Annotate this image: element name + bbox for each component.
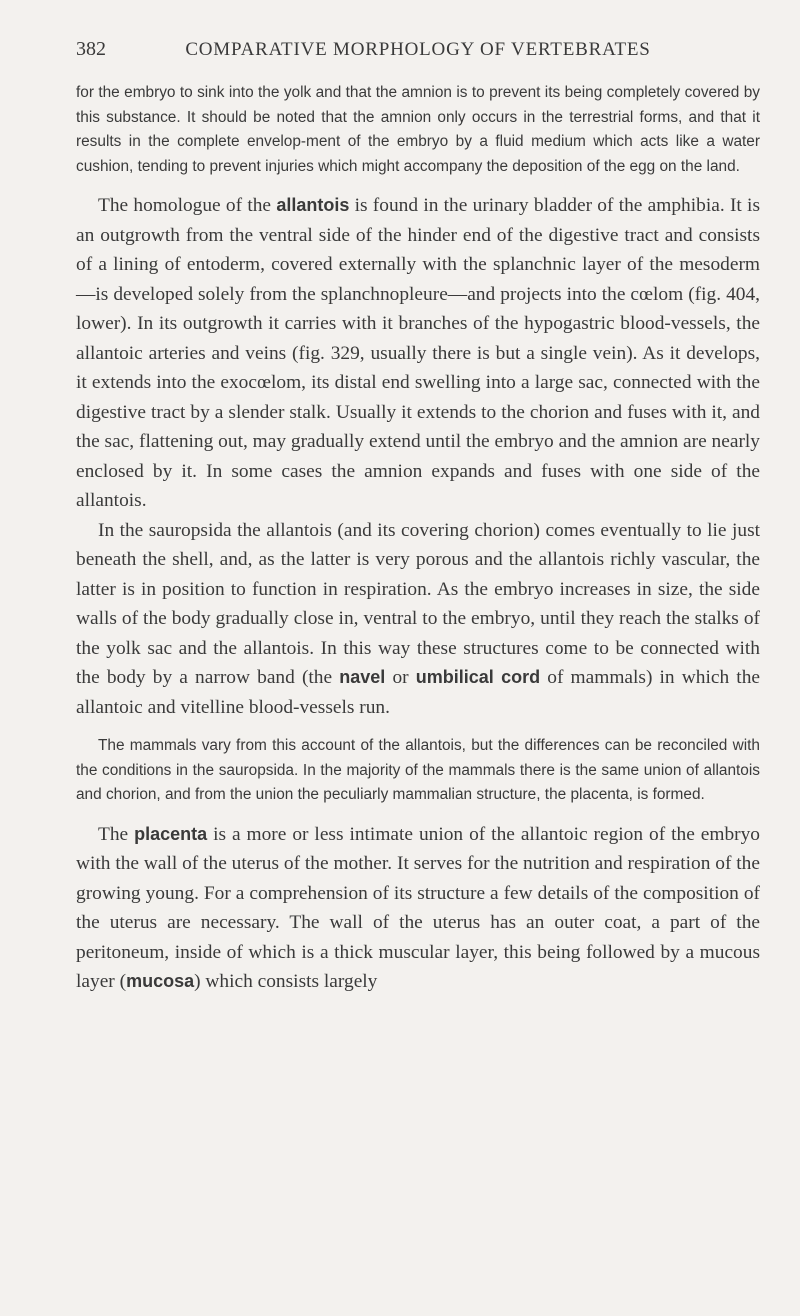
paragraph-allantois (76, 191, 760, 516)
text-run: The (98, 823, 135, 845)
paragraph-sauropsida (76, 516, 760, 723)
page-number: 382 (76, 38, 106, 60)
running-title: COMPARATIVE MORPHOLOGY OF VERTEBRATES (185, 39, 651, 60)
term-mucosa: mucosa (126, 971, 195, 991)
text-run: of mammals) in which the allantoic and vitelline blood-vessels run. (76, 667, 761, 718)
text-run: ) which consists largely (194, 971, 378, 992)
term-navel: navel (339, 667, 386, 687)
text-run: or (385, 667, 416, 688)
text-run: The homologue of the (98, 195, 277, 216)
text-run: is a more or less intimate union of the allantoic region of the embryo with the wall of the uterus of the mother. It serves for the nutrition and respiration of the growing young. For a comprehension of its structure a few details of the composition of the uterus are necessary. The wall of the uterus has an outer coat, a part of the peritoneum, inside of which is a thick muscular layer, this being followed by a mucous layer ( (76, 823, 760, 992)
paragraph-placenta (76, 820, 760, 997)
term-allantois: allantois (276, 195, 350, 215)
text-run: In the sauropsida the allantois (and its covering chorion) comes eventually to lie just beneath the shell, and, as the latter is very porous and the allantois richly vascular, the latter is in position to function in respiration. As the embryo increases in size, the side walls of the body gradually close in, ventral to the embryo, until they reach the stalks of the yolk sac and the allantois. In this way these structures come to be connected with the body by a narrow band (the (76, 519, 760, 688)
paragraph-mammals: The mammals vary from this account of the allantois, but the differences can be reconciled with the conditions in the sauropsida. In the majority of the mammals there is the same union of allantois and chorion, and from the union the peculiarly mammalian structure, the placenta, is formed. (76, 737, 760, 803)
running-head (76, 38, 760, 61)
term-umbilical-cord: umbilical cord (415, 667, 541, 687)
text-run: is found in the urinary bladder of the amphibia. It is an outgrowth from the ventral side of the hinder end of the digestive tract and consists of a lining of entoderm, covered externally with the splanchnic layer of the mesoderm—is developed solely from the splanchnopleure—and projects into the cœlom (fig. 404, lower). In its outgrowth it carries with it branches of the hypogastric blood-vessels, the allantoic arteries and veins (fig. 329, usually there is but a single vein). As it develops, it extends into the exocœlom, its distal end swelling into a large sac, connected with the digestive tract by a slender stalk. Usually it extends to the chorion and fuses with it, and the sac, flattening out, may gradually extend until the embryo and the amnion are nearly enclosed by it. In some cases the amnion expands and fuses with one side of the allantois. (76, 195, 760, 511)
term-placenta: placenta (134, 823, 208, 844)
paragraph-amnion-continuation: for the embryo to sink into the yolk and that the amnion is to prevent its being completely covered by this substance. It should be noted that the amnion only occurs in the terrestrial forms, and that it results in the complete envelop-ment of the embryo by a fluid medium which acts like a water cushion, tending to prevent injuries which might accompany the deposition of the egg on the land. (76, 84, 760, 175)
